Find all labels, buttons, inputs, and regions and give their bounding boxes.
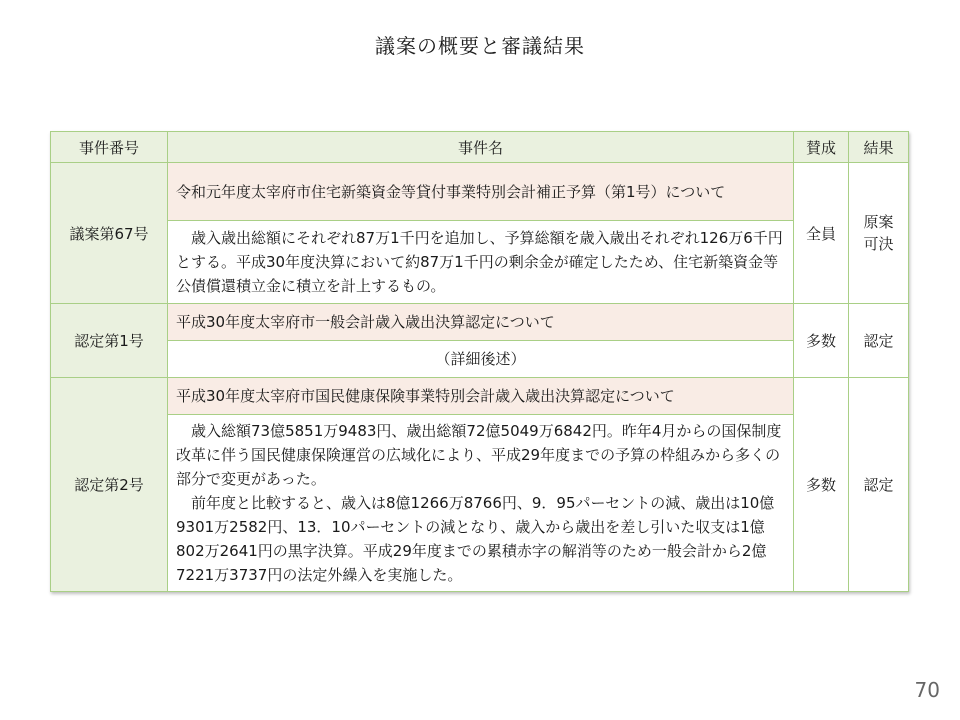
result-line-1: 原案 <box>863 213 894 231</box>
case-description-cell: （詳細後述） <box>168 341 794 378</box>
description-paragraph-1 <box>176 419 785 491</box>
description-text-1: 歳入総額73億5851万9483円、歳出総額72億5049万6842円。昨年4月からの国保制度改革に伴う国民健康保険運営の広域化により、平成29年度までの予算の枠組みから多くの部分で変更があった。 <box>176 422 782 488</box>
slide-title: 議案の概要と審議結果 <box>375 34 585 58</box>
result-cell: 認定 <box>849 378 909 592</box>
result-line-2: 可決 <box>863 235 894 253</box>
table-row <box>51 304 909 341</box>
result-cell <box>849 163 909 304</box>
table-header-row <box>51 132 909 163</box>
case-description-cell <box>168 415 794 592</box>
case-no-cell: 議案第67号 <box>51 163 168 304</box>
case-no-cell: 認定第1号 <box>51 304 168 378</box>
case-name-cell: 令和元年度太宰府市住宅新築資金等貸付事業特別会計補正予算（第1号）について <box>168 163 794 221</box>
case-description-text: 歳入歳出総額にそれぞれ87万1千円を追加し、予算総額を歳入歳出それぞれ126万6千円とする。平成30年度決算において約87万1千円の剰余金が確定したため、住宅新築資金等公債償還積立金に積立を計上するもの。 <box>176 229 783 295</box>
case-name-cell: 平成30年度太宰府市国民健康保険事業特別会計歳入歳出決算認定について <box>168 378 794 415</box>
table-row-detail <box>51 221 909 304</box>
header-vote: 賛成 <box>794 132 849 163</box>
header-result: 結果 <box>849 132 909 163</box>
table-row-detail <box>51 415 909 592</box>
description-text-2: 前年度と比較すると、歳入は8億1266万8766円、9．95パーセントの減、歳出は10億9301万2582円、13．10パーセントの減となり、歳入から歳出を差し引いた収支は1億802万2641円の黒字決算。平成29年度までの累積赤字の解消等のため一般会計から2億7221万3737円の法定外繰入を実施した。 <box>176 494 775 584</box>
vote-cell: 多数 <box>794 378 849 592</box>
table-row <box>51 163 909 221</box>
page-number: 70 <box>914 678 940 702</box>
header-case-no: 事件番号 <box>51 132 168 163</box>
result-cell: 認定 <box>849 304 909 378</box>
proposal-results-table <box>50 131 909 592</box>
table-row <box>51 378 909 415</box>
case-no-cell: 認定第2号 <box>51 378 168 592</box>
case-name-cell: 平成30年度太宰府市一般会計歳入歳出決算認定について <box>168 304 794 341</box>
vote-cell: 全員 <box>794 163 849 304</box>
case-description-cell <box>168 221 794 304</box>
table-row-detail <box>51 341 909 378</box>
vote-cell: 多数 <box>794 304 849 378</box>
header-case-name: 事件名 <box>168 132 794 163</box>
description-paragraph-2 <box>176 491 785 587</box>
